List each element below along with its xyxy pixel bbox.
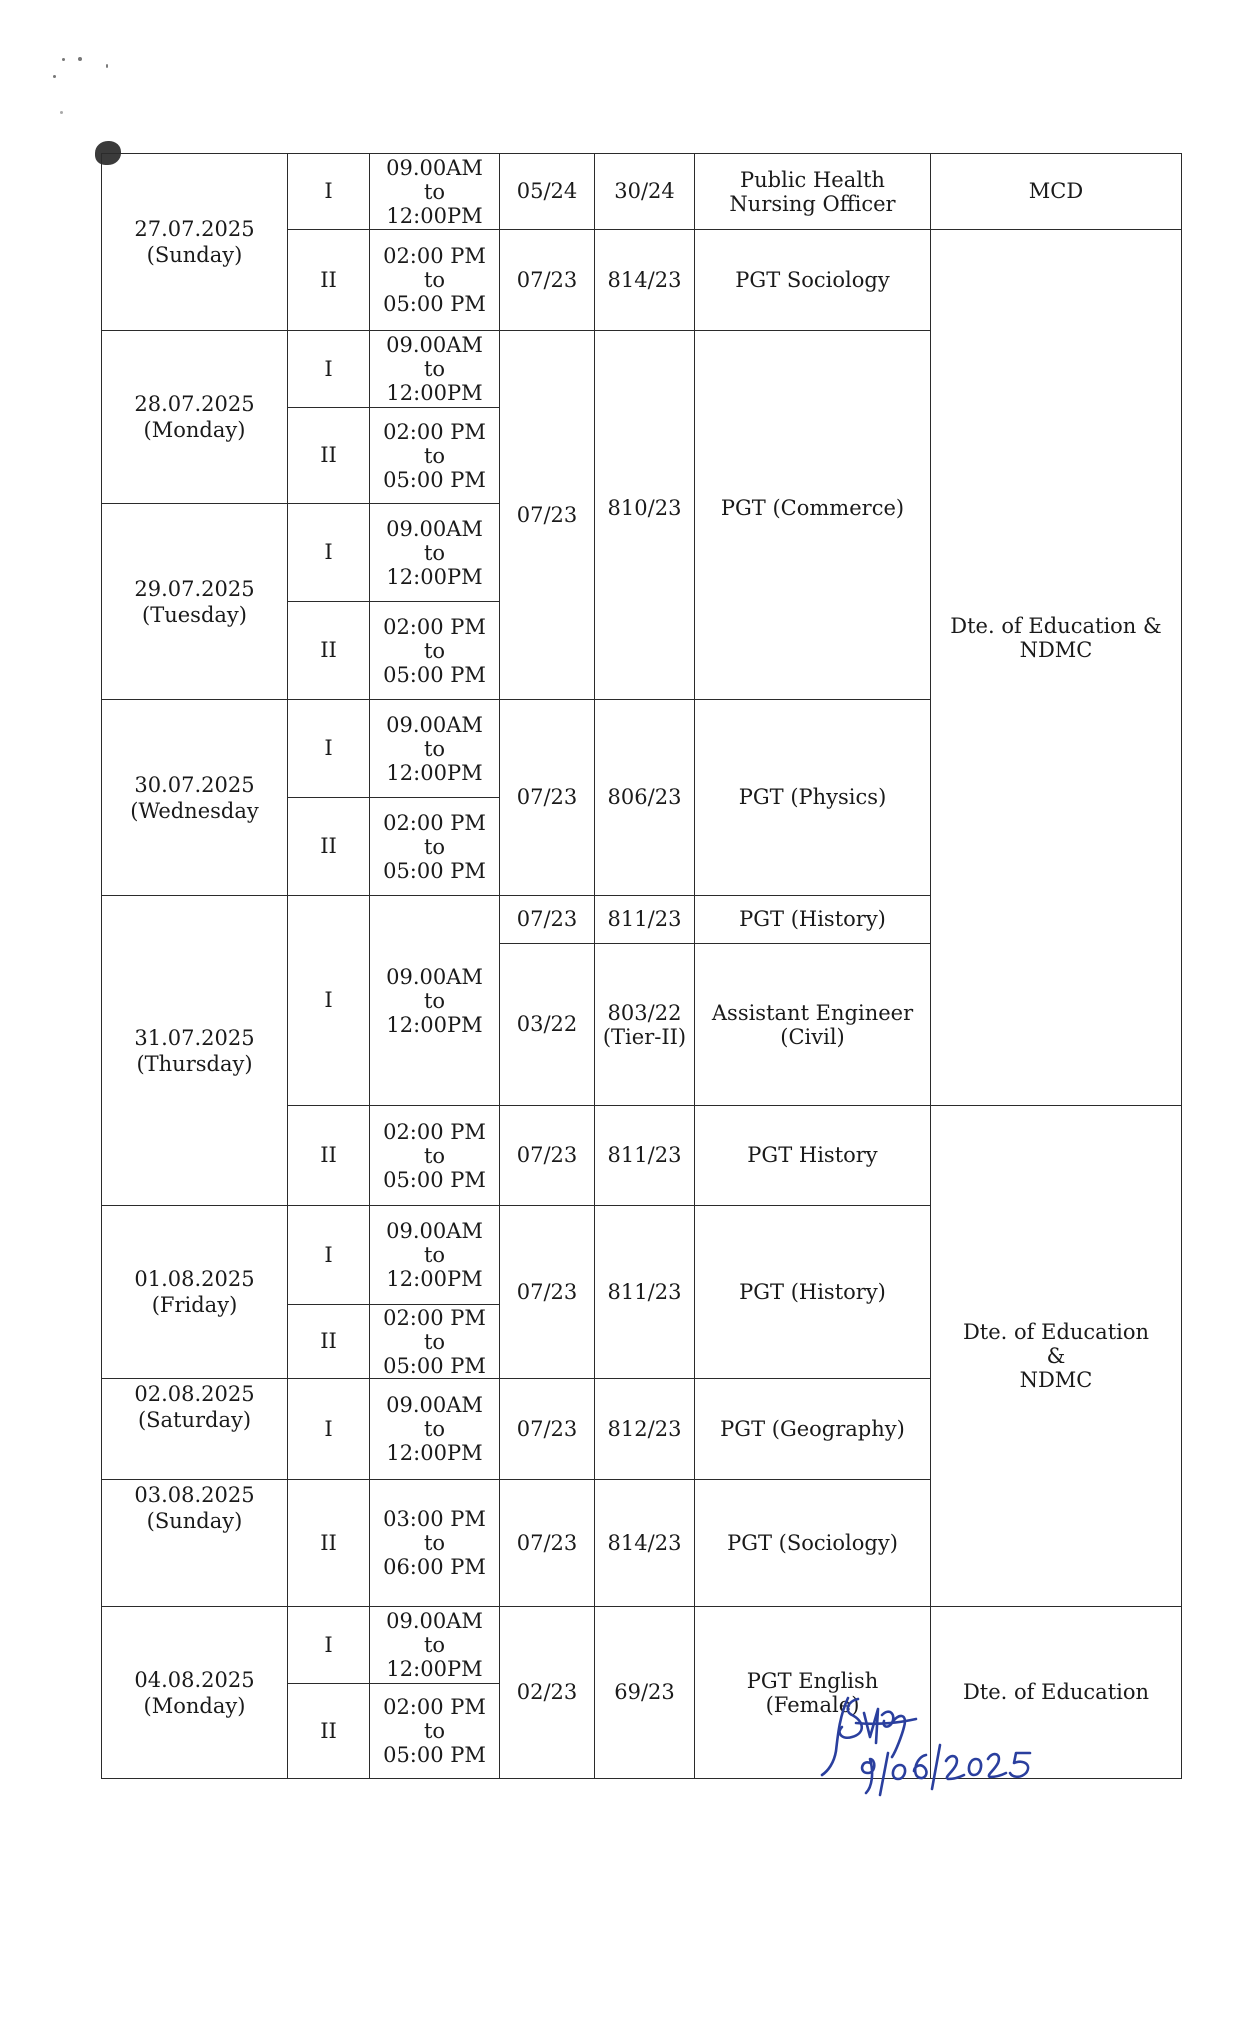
shift-cell: II <box>288 230 370 331</box>
timing-cell <box>370 798 500 896</box>
time-end: 12:00PM <box>386 381 483 405</box>
exam-weekday: (Monday) <box>143 1693 246 1718</box>
post-code-cell: 69/23 <box>595 1607 695 1779</box>
exam-date-cell <box>102 504 288 700</box>
shift-cell: II <box>288 798 370 896</box>
signature-stroke <box>1010 1753 1030 1777</box>
advt-no-cell: 07/23 <box>500 230 595 331</box>
time-start: 09.00AM <box>386 1393 483 1417</box>
exam-date: 28.07.2025 <box>134 392 255 416</box>
post-code-cell: 812/23 <box>595 1379 695 1480</box>
time-to: to <box>423 1329 446 1354</box>
time-end: 05:00 PM <box>383 1167 486 1192</box>
post-name-cell: PGT (Geography) <box>695 1379 931 1480</box>
time-end: 12:00PM <box>386 564 483 589</box>
shift-cell: I <box>288 1206 370 1305</box>
exam-weekday: (Monday) <box>143 418 246 442</box>
timing-cell <box>370 700 500 798</box>
exam-weekday: (Sunday) <box>146 243 243 267</box>
department-cell <box>931 1106 1182 1607</box>
shift-cell: II <box>288 1305 370 1379</box>
post-code-cell: 30/24 <box>595 154 695 230</box>
time-start: 09.00AM <box>386 1609 483 1633</box>
time-end: 12:00PM <box>386 1267 483 1291</box>
shift-cell: I <box>288 1379 370 1480</box>
signature-stroke <box>840 1699 862 1738</box>
exam-date: 03.08.2025 <box>134 1483 255 1507</box>
advt-no-cell: 07/23 <box>500 331 595 700</box>
post-name-cell: PGT History <box>695 1106 931 1206</box>
time-start: 09.00AM <box>386 516 483 541</box>
time-start: 09.00AM <box>386 964 483 989</box>
department-cell: MCD <box>931 154 1182 230</box>
time-end: 12:00PM <box>386 203 483 228</box>
exam-date: 27.07.2025 <box>134 217 255 241</box>
post-name-cell: PGT (History) <box>695 1206 931 1379</box>
time-to: to <box>423 179 446 204</box>
time-start: 09.00AM <box>386 1219 483 1243</box>
exam-date: 01.08.2025 <box>134 1267 255 1291</box>
time-start: 02:00 PM <box>383 614 486 639</box>
exam-date: 04.08.2025 <box>134 1667 255 1692</box>
exam-date-cell <box>102 331 288 504</box>
department-line: Dte. of Education & <box>950 613 1162 638</box>
post-name-line: (Female) <box>765 1692 860 1717</box>
exam-date-cell <box>102 1480 288 1607</box>
timing-cell <box>370 1379 500 1480</box>
timing-cell <box>370 230 500 331</box>
exam-date-cell <box>102 896 288 1206</box>
time-to: to <box>423 1531 446 1555</box>
time-end: 05:00 PM <box>383 1743 486 1767</box>
post-name-line: (Civil) <box>780 1024 845 1049</box>
signature-stroke <box>969 1759 981 1775</box>
signature-stroke <box>864 1709 878 1743</box>
exam-date: 31.07.2025 <box>134 1025 255 1050</box>
advt-no-cell: 07/23 <box>500 700 595 896</box>
shift-cell: I <box>288 331 370 408</box>
post-name-cell <box>695 154 931 230</box>
time-to: to <box>423 1417 446 1441</box>
exam-weekday: (Wednesday <box>130 798 259 823</box>
department-line: Dte. of Education <box>962 1320 1150 1344</box>
post-name-line: Nursing Officer <box>729 191 896 216</box>
time-end: 05:00 PM <box>383 292 486 316</box>
time-to: to <box>423 736 446 761</box>
time-start: 03:00 PM <box>383 1507 486 1531</box>
time-to: to <box>423 268 446 292</box>
exam-date-cell <box>102 1206 288 1379</box>
advt-no-cell: 07/23 <box>500 896 595 944</box>
post-name-cell: PGT Sociology <box>695 230 931 331</box>
exam-weekday: (Thursday) <box>136 1051 253 1076</box>
table-row <box>102 154 1182 230</box>
advt-no-cell: 03/22 <box>500 944 595 1106</box>
post-code-cell: 811/23 <box>595 896 695 944</box>
timing-cell <box>370 602 500 700</box>
scan-speck <box>78 57 82 61</box>
exam-weekday: (Sunday) <box>146 1509 243 1533</box>
signature-stroke <box>882 1712 905 1757</box>
exam-date: 29.07.2025 <box>134 576 255 601</box>
timing-cell <box>370 1480 500 1607</box>
scan-speck <box>62 58 65 61</box>
post-code-cell: 811/23 <box>595 1206 695 1379</box>
time-to: to <box>423 988 446 1013</box>
timing-cell <box>370 1607 500 1684</box>
post-name-cell: PGT (Sociology) <box>695 1480 931 1607</box>
post-name-cell: PGT (Commerce) <box>695 331 931 700</box>
time-end: 05:00 PM <box>383 467 486 492</box>
post-code-cell: 806/23 <box>595 700 695 896</box>
exam-weekday: (Tuesday) <box>142 602 247 627</box>
post-code-cell: 814/23 <box>595 1480 695 1607</box>
time-to: to <box>423 638 446 663</box>
shift-cell: I <box>288 700 370 798</box>
signature-stroke <box>988 1754 1006 1777</box>
signature-stroke <box>893 1765 905 1779</box>
timing-cell <box>370 408 500 504</box>
exam-weekday: (Saturday) <box>137 1408 252 1432</box>
shift-cell: I <box>288 896 370 1106</box>
shift-cell: II <box>288 1684 370 1779</box>
time-end: 12:00PM <box>386 760 483 785</box>
signature-stroke <box>932 1745 940 1789</box>
time-end: 12:00PM <box>386 1657 483 1681</box>
time-end: 06:00 PM <box>383 1555 486 1579</box>
post-name-line: Assistant Engineer <box>711 1000 914 1025</box>
time-end: 12:00PM <box>386 1012 483 1037</box>
post-name-line: PGT English <box>746 1668 879 1693</box>
timing-cell <box>370 1206 500 1305</box>
time-end: 05:00 PM <box>383 858 486 883</box>
time-to: to <box>423 540 446 565</box>
advt-no-cell: 07/23 <box>500 1206 595 1379</box>
time-start: 02:00 PM <box>383 1119 486 1144</box>
exam-date-cell <box>102 154 288 331</box>
time-to: to <box>423 443 446 468</box>
post-code-cell: 810/23 <box>595 331 695 700</box>
advt-no-cell: 05/24 <box>500 154 595 230</box>
handwritten-signature <box>818 1693 1038 1803</box>
time-end: 12:00PM <box>386 1441 483 1465</box>
advt-no-cell: 07/23 <box>500 1480 595 1607</box>
time-to: to <box>423 1243 446 1267</box>
time-start: 09.00AM <box>386 155 483 180</box>
time-to: to <box>423 1719 446 1743</box>
exam-date: 02.08.2025 <box>134 1382 255 1406</box>
time-start: 02:00 PM <box>383 810 486 835</box>
time-to: to <box>423 1143 446 1168</box>
post-code-cell: 814/23 <box>595 230 695 331</box>
post-code-line: 803/22 <box>607 1000 682 1025</box>
time-start: 09.00AM <box>386 333 483 357</box>
timing-cell <box>370 154 500 230</box>
signature-stroke <box>862 1759 874 1793</box>
post-code-line: (Tier-II) <box>602 1024 687 1049</box>
post-name-cell: PGT (History) <box>695 896 931 944</box>
table-row <box>102 1607 1182 1684</box>
exam-date-cell <box>102 700 288 896</box>
exam-weekday: (Friday) <box>151 1293 238 1317</box>
department-line: & <box>1046 1344 1066 1368</box>
shift-cell: II <box>288 602 370 700</box>
time-end: 05:00 PM <box>383 1353 486 1378</box>
department-cell <box>931 230 1182 1106</box>
post-name-cell <box>695 944 931 1106</box>
post-name-line: Public Health <box>740 167 885 192</box>
scan-speck <box>106 64 108 68</box>
post-code-cell: 811/23 <box>595 1106 695 1206</box>
scan-speck <box>53 75 56 78</box>
shift-cell: II <box>288 1480 370 1607</box>
post-code-cell <box>595 944 695 1106</box>
time-to: to <box>423 834 446 859</box>
advt-no-cell: 02/23 <box>500 1607 595 1779</box>
department-cell: Dte. of Education <box>931 1607 1182 1779</box>
time-start: 02:00 PM <box>383 419 486 444</box>
advt-no-cell: 07/23 <box>500 1106 595 1206</box>
exam-date-cell <box>102 1379 288 1480</box>
time-to: to <box>423 357 446 381</box>
timing-cell <box>370 1684 500 1779</box>
advt-no-cell: 07/23 <box>500 1379 595 1480</box>
time-start: 09.00AM <box>386 712 483 737</box>
time-start: 02:00 PM <box>383 244 486 268</box>
timing-cell <box>370 896 500 1106</box>
scan-speck <box>60 111 63 114</box>
signature-stroke <box>880 1753 888 1795</box>
timing-cell <box>370 331 500 408</box>
exam-date: 30.07.2025 <box>134 772 255 797</box>
shift-cell: I <box>288 1607 370 1684</box>
timing-cell <box>370 504 500 602</box>
department-line: NDMC <box>1019 637 1093 662</box>
post-name-cell: PGT (Physics) <box>695 700 931 896</box>
time-to: to <box>423 1633 446 1657</box>
signature-stroke <box>946 1756 964 1779</box>
shift-cell: I <box>288 504 370 602</box>
time-end: 05:00 PM <box>383 662 486 687</box>
shift-cell: II <box>288 408 370 504</box>
time-start: 02:00 PM <box>383 1305 486 1330</box>
department-line: NDMC <box>1019 1368 1093 1392</box>
shift-cell: II <box>288 1106 370 1206</box>
shift-cell: I <box>288 154 370 230</box>
timing-cell <box>370 1305 500 1379</box>
timing-cell <box>370 1106 500 1206</box>
time-start: 02:00 PM <box>383 1695 486 1719</box>
signature-stroke <box>914 1755 926 1778</box>
exam-schedule-table <box>101 153 1182 1779</box>
exam-date-cell <box>102 1607 288 1779</box>
